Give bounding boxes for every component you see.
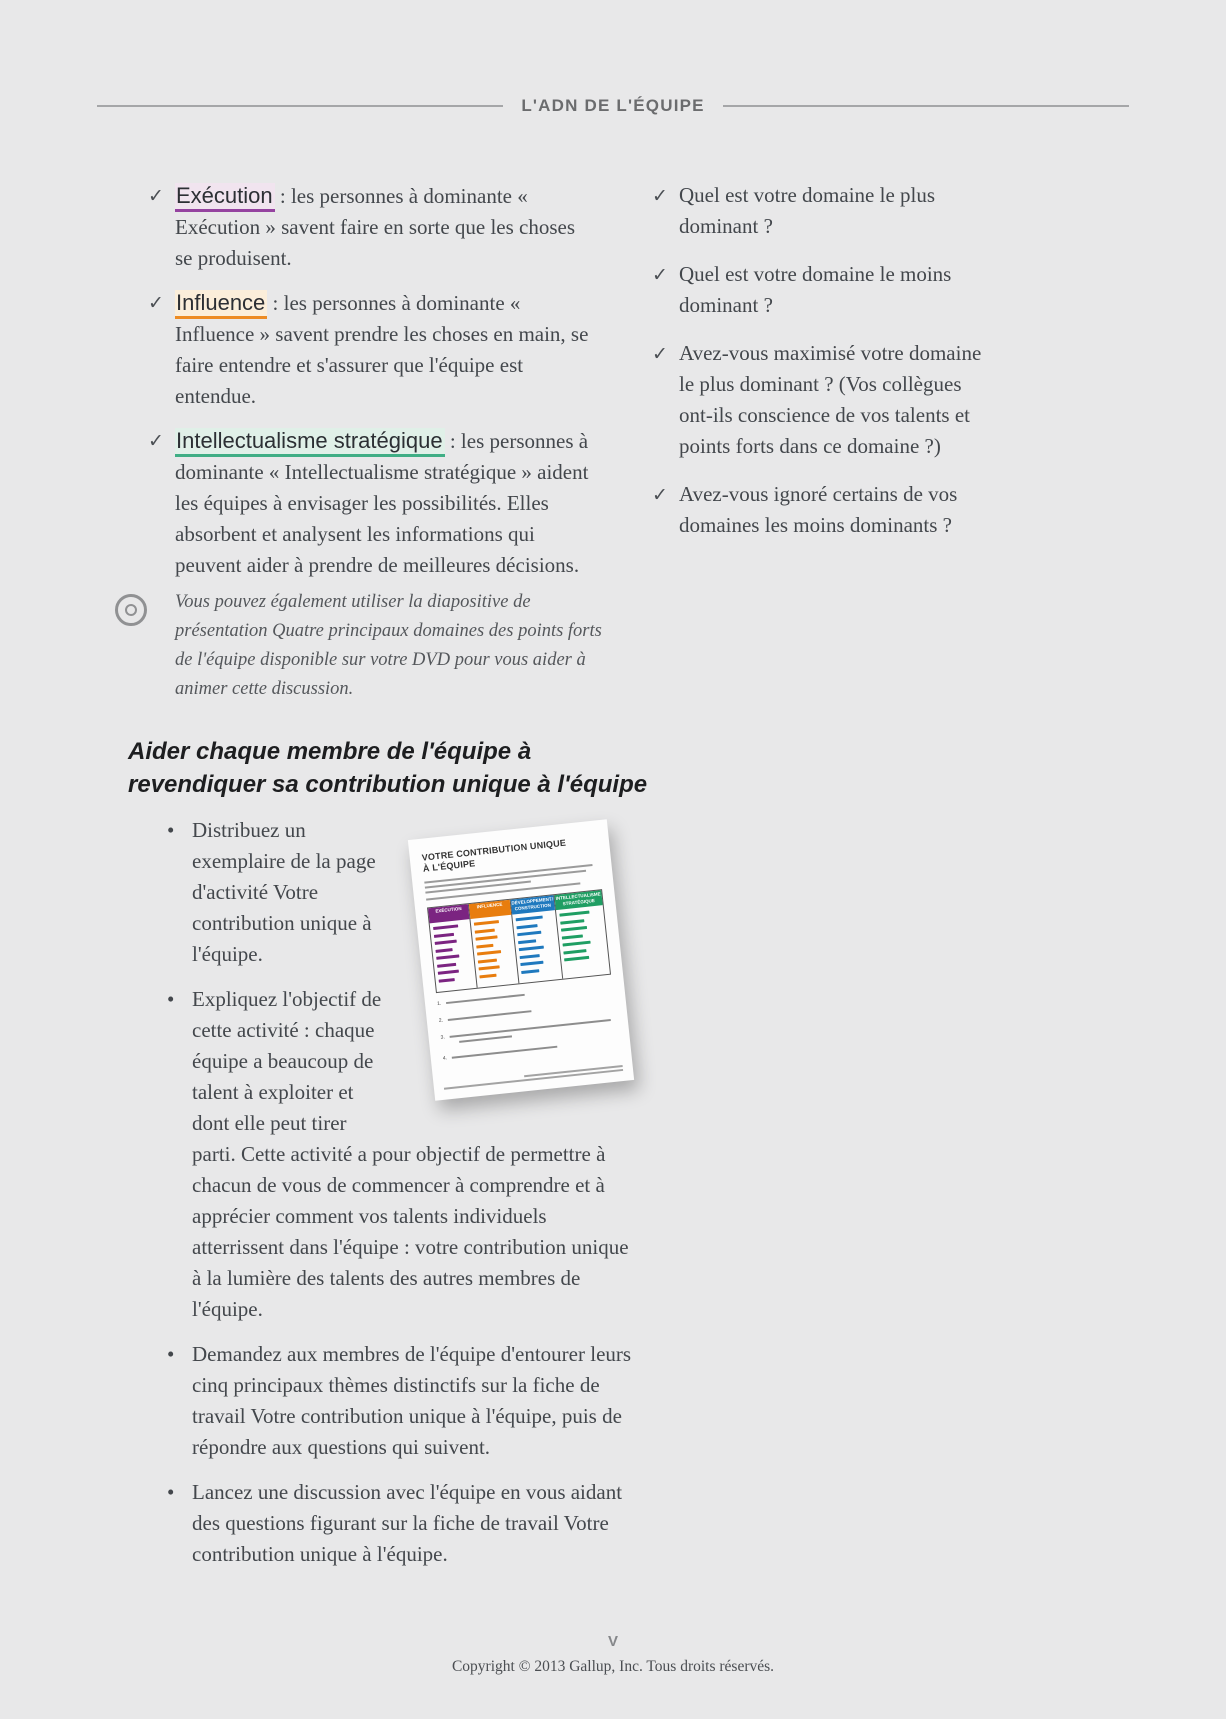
question-number: 3.: [440, 1034, 446, 1041]
list-item: [148, 287, 595, 412]
step-text: Expliquez l'objectif de cette activité : chaque équipe a beaucoup de talent à exploiter et dont elle peut tirer parti. Cette activité a pour objectif de permettre à chacun de vous de commencer à comprendre et à apprécier comment vos talents individuels atterrissent dans l'équipe : votre contribution unique à la lumière des talents des autres membres de l'équipe.: [192, 987, 629, 1321]
domain-term-execution: Exécution: [175, 183, 275, 212]
question-text: Quel est votre domaine le plus dominant ?: [679, 183, 936, 238]
domain-term-strategic: Intellectualisme stratégique: [175, 428, 445, 457]
question-number: 1.: [436, 1000, 442, 1007]
list-item: [652, 479, 994, 541]
worksheet-title-line1: VOTRE CONTRIBUTION UNIQUE: [421, 837, 567, 863]
checkmark-icon: ✓: [652, 264, 668, 286]
activity-heading: Aider chaque membre de l'équipe à revendiquer sa contribution unique à l'équipe: [128, 738, 648, 798]
bullet-icon: •: [167, 1342, 175, 1366]
domain-desc: : les personnes à dominante « Exécution » savent faire en sorte que les choses se produisent.: [175, 184, 576, 270]
domain-desc: : les personnes à dominante « Influence » savent prendre les choses en main, se faire entendre et s'assurer que l'équipe est entendue.: [175, 291, 589, 408]
dvd-note: [113, 588, 603, 704]
step-text: Lancez une discussion avec l'équipe en vous aidant des questions figurant sur la fiche de travail Votre contribution unique à l'équipe.: [192, 1480, 623, 1566]
list-item: [652, 180, 994, 242]
worksheet-column-header: INFLUENCE: [469, 900, 511, 919]
checkmark-icon: ✓: [652, 185, 668, 207]
list-item: [148, 180, 595, 274]
worksheet-column-header: INTELLECTUALISME STRATÉGIQUE: [554, 890, 602, 910]
checkmark-icon: ✓: [652, 343, 668, 365]
question-text: Avez-vous maximisé votre domaine le plus dominant ? (Vos collègues ont-ils conscience de vos talents et points forts dans ce domaine ?): [679, 341, 982, 458]
step-text: Demandez aux membres de l'équipe d'entourer leurs cinq principaux thèmes distinctifs sur la fiche de travail Votre contribution unique à l'équipe, puis de répondre aux questions qui suivent.: [192, 1342, 632, 1459]
checkmark-icon: ✓: [148, 185, 164, 207]
dvd-note-text: Vous pouvez également utiliser la diapositive de présentation Quatre principaux domaines des points forts de l'équipe disponible sur votre DVD pour vous aider à animer cette discussion.: [175, 592, 602, 699]
question-number: 2.: [438, 1017, 444, 1024]
checkmark-icon: ✓: [652, 484, 668, 506]
domain-term-influence: Influence: [175, 290, 267, 319]
checkmark-icon: ✓: [148, 292, 164, 314]
activity-bullets: [165, 815, 643, 1584]
checkmark-icon: ✓: [148, 430, 164, 452]
activity-steps-list: [165, 815, 643, 1570]
worksheet-column-header: DÉVELOPPEMENT/ CONSTRUCTION: [510, 895, 555, 914]
domains-column: [148, 180, 595, 594]
question-text: Avez-vous ignoré certains de vos domaines les moins dominants ?: [679, 482, 958, 537]
bullet-icon: •: [167, 1480, 175, 1504]
copyright-text: Copyright © 2013 Gallup, Inc. Tous droits réservés.: [451, 1658, 775, 1675]
list-item: [165, 984, 643, 1325]
page-header: [97, 96, 1129, 116]
list-item: [652, 259, 994, 321]
step-text: Distribuez un exemplaire de la page d'activité Votre contribution unique à l'équipe.: [192, 818, 376, 966]
dvd-disc-icon: [115, 594, 147, 626]
header-rule-left: [97, 105, 503, 107]
header-rule-right: [723, 105, 1129, 107]
list-item: [165, 1477, 643, 1570]
page-number: V: [607, 1633, 618, 1650]
worksheet-column-header: EXÉCUTION: [428, 904, 470, 923]
domain-desc: : les personnes à dominante « Intellectualisme stratégique » aident les équipes à envisager les possibilités. Elles absorbent et analysent les informations qui peuvent aider à prendre de meilleures décisions.: [175, 429, 589, 577]
list-item: [165, 815, 643, 970]
questions-column: [652, 180, 994, 558]
bullet-icon: •: [167, 818, 175, 842]
page-title: L'ADN DE L'ÉQUIPE: [521, 96, 705, 115]
domains-list: [148, 180, 595, 581]
list-item: [652, 338, 994, 462]
list-item: [148, 425, 595, 581]
question-text: Quel est votre domaine le moins dominant ?: [679, 262, 952, 317]
worksheet-title-line2: À L'ÉQUIPE: [422, 858, 476, 874]
list-item: [165, 1339, 643, 1463]
questions-list: [652, 180, 994, 541]
question-number: 4.: [442, 1055, 448, 1062]
bullet-icon: •: [167, 987, 175, 1011]
